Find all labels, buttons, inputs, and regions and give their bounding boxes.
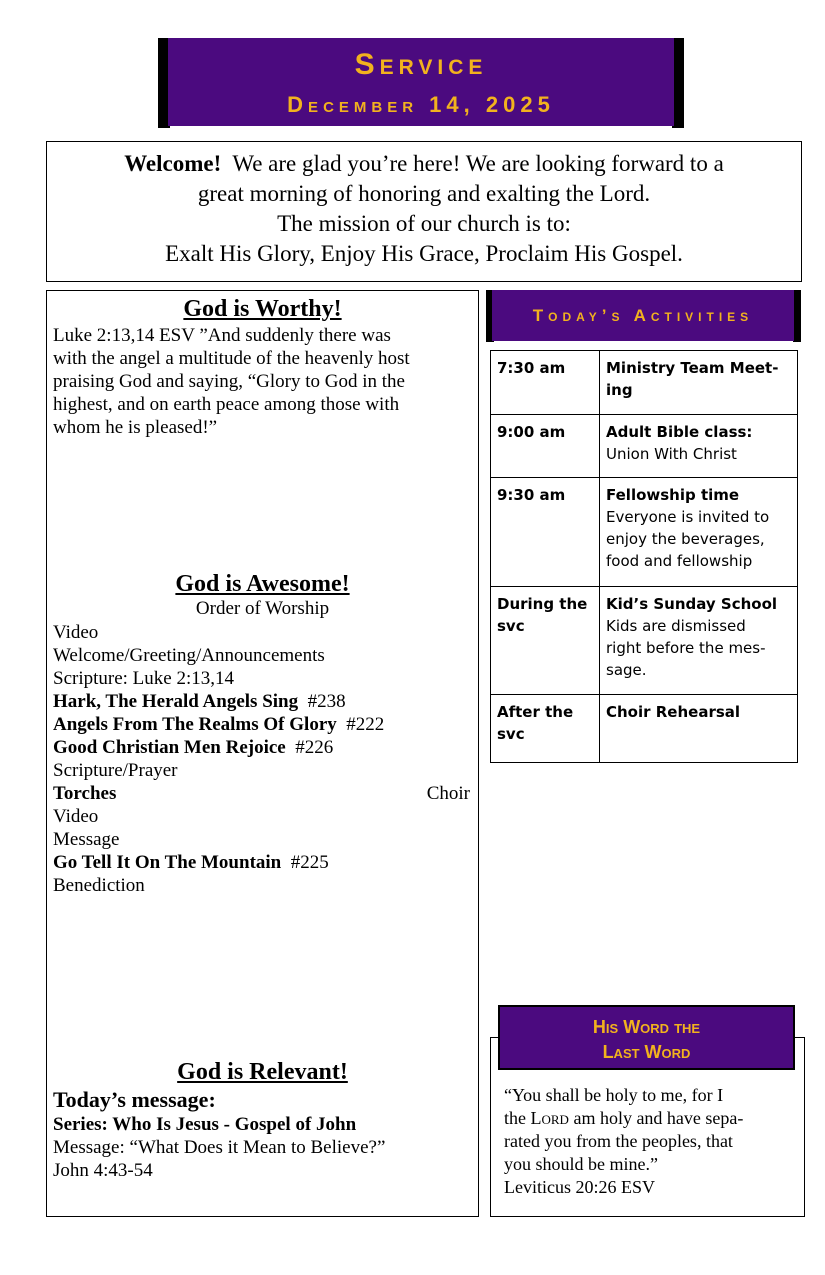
relevant-title: God is Relevant! <box>177 1059 348 1085</box>
last-word-title-line-2: Last Word <box>602 1042 691 1062</box>
welcome-box <box>46 141 802 282</box>
message-heading: Today’s message: <box>53 1087 216 1112</box>
activity-title: Adult Bible class: <box>606 423 753 441</box>
activity-description: Kids are dismissed right before the mes- sage. <box>606 617 766 679</box>
activities-table <box>490 350 798 763</box>
hymn-title: Hark, The Herald Angels Sing <box>53 691 299 712</box>
welcome-line-2: great morning of honoring and exalting the Lord. <box>197 181 651 206</box>
hymn-number: #238 <box>298 691 346 712</box>
worship-item <box>53 713 470 736</box>
scripture-line: Luke 2:13,14 ESV ”And suddenly there was <box>53 325 391 346</box>
hymn-number: #222 <box>336 714 385 735</box>
activities-header: Today’s Activities <box>492 290 794 341</box>
activity-detail <box>600 351 798 415</box>
awesome-title: God is Awesome! <box>175 571 350 597</box>
scripture-line: praising God and saying, “Glory to God in the <box>53 371 405 392</box>
welcome-lead: Welcome! <box>124 151 222 176</box>
activity-description: Everyone is invited to enjoy the beverages, food and fellowship <box>606 508 770 570</box>
sermon-series: Series: Who Is Jesus - Gospel of John <box>53 1114 357 1135</box>
worship-item: Video <box>53 806 99 827</box>
activity-detail <box>600 415 798 478</box>
last-word-title-line-1: His Word the <box>592 1017 701 1037</box>
scripture-line: whom he is pleased!” <box>53 417 218 438</box>
activity-title: Kid’s Sunday School <box>606 595 778 613</box>
service-header-banner <box>168 38 674 126</box>
last-word-quote <box>504 1084 794 1199</box>
anthem-performer: Choir <box>426 783 470 804</box>
welcome-line-1 <box>47 149 801 179</box>
hymn-title: Good Christian Men Rejoice <box>53 737 286 758</box>
welcome-line-3: The mission of our church is to: <box>277 211 571 236</box>
sermon-passage: John 4:43-54 <box>53 1160 153 1181</box>
activity-title: Ministry Team Meet- ing <box>606 359 779 399</box>
worship-item <box>53 736 470 759</box>
worship-item: Scripture/Prayer <box>53 760 178 781</box>
table-row <box>491 695 798 763</box>
service-title: Service <box>354 48 488 81</box>
hymn-title: Go Tell It On The Mountain <box>53 852 282 873</box>
activities-shadow-right <box>793 290 801 342</box>
table-row <box>491 478 798 587</box>
activity-time: 7:30 am <box>491 351 600 415</box>
table-row <box>491 351 798 415</box>
quote-text: “You shall be holy to me, for I the Lord am holy and have sepa- rated you from the peoples, that you should be mine.” <box>504 1085 744 1174</box>
scripture-line: highest, and on earth peace among those with <box>53 394 400 415</box>
hymn-number: #225 <box>281 852 329 873</box>
quote-reference: Leviticus 20:26 ESV <box>504 1177 655 1197</box>
activity-title: Choir Rehearsal <box>606 703 741 721</box>
worship-item: Welcome/Greeting/Announcements <box>53 645 325 666</box>
activity-time: After the svc <box>491 695 600 763</box>
table-row <box>491 415 798 478</box>
activity-detail <box>600 587 798 695</box>
activity-description: Union With Christ <box>606 445 737 463</box>
order-of-worship-subtitle: Order of Worship <box>195 598 330 619</box>
welcome-line-1-rest: We are glad you’re here! We are looking forward to a <box>232 151 724 176</box>
activity-time: 9:00 am <box>491 415 600 478</box>
worship-item: Message <box>53 829 120 850</box>
order-of-worship-list <box>53 621 470 897</box>
worship-column <box>46 290 479 1217</box>
last-word-header <box>498 1005 795 1070</box>
todays-message <box>53 1088 470 1182</box>
activity-title: Fellowship time <box>606 486 740 504</box>
worship-item <box>53 690 470 713</box>
activity-time: During the svc <box>491 587 600 695</box>
activity-detail <box>600 478 798 587</box>
worthy-scripture <box>53 324 470 439</box>
activity-detail <box>600 695 798 763</box>
hymn-title: Angels From The Realms Of Glory <box>53 714 337 735</box>
worship-item: Video <box>53 622 99 643</box>
worship-item <box>53 782 470 805</box>
hymn-number: #226 <box>285 737 334 758</box>
anthem-title: Torches <box>53 783 117 804</box>
mission-statement: Exalt His Glory, Enjoy His Grace, Proclaim His Gospel. <box>165 241 683 266</box>
activity-time: 9:30 am <box>491 478 600 587</box>
worthy-title: God is Worthy! <box>183 296 342 322</box>
scripture-line: with the angel a multitude of the heavenly host <box>53 348 410 369</box>
service-date: December 14, 2025 <box>287 92 555 117</box>
sermon-title: Message: “What Does it Mean to Believe?” <box>53 1137 386 1158</box>
worship-item: Scripture: Luke 2:13,14 <box>53 668 234 689</box>
worship-item: Benediction <box>53 875 145 896</box>
worship-item <box>53 851 470 874</box>
table-row <box>491 587 798 695</box>
